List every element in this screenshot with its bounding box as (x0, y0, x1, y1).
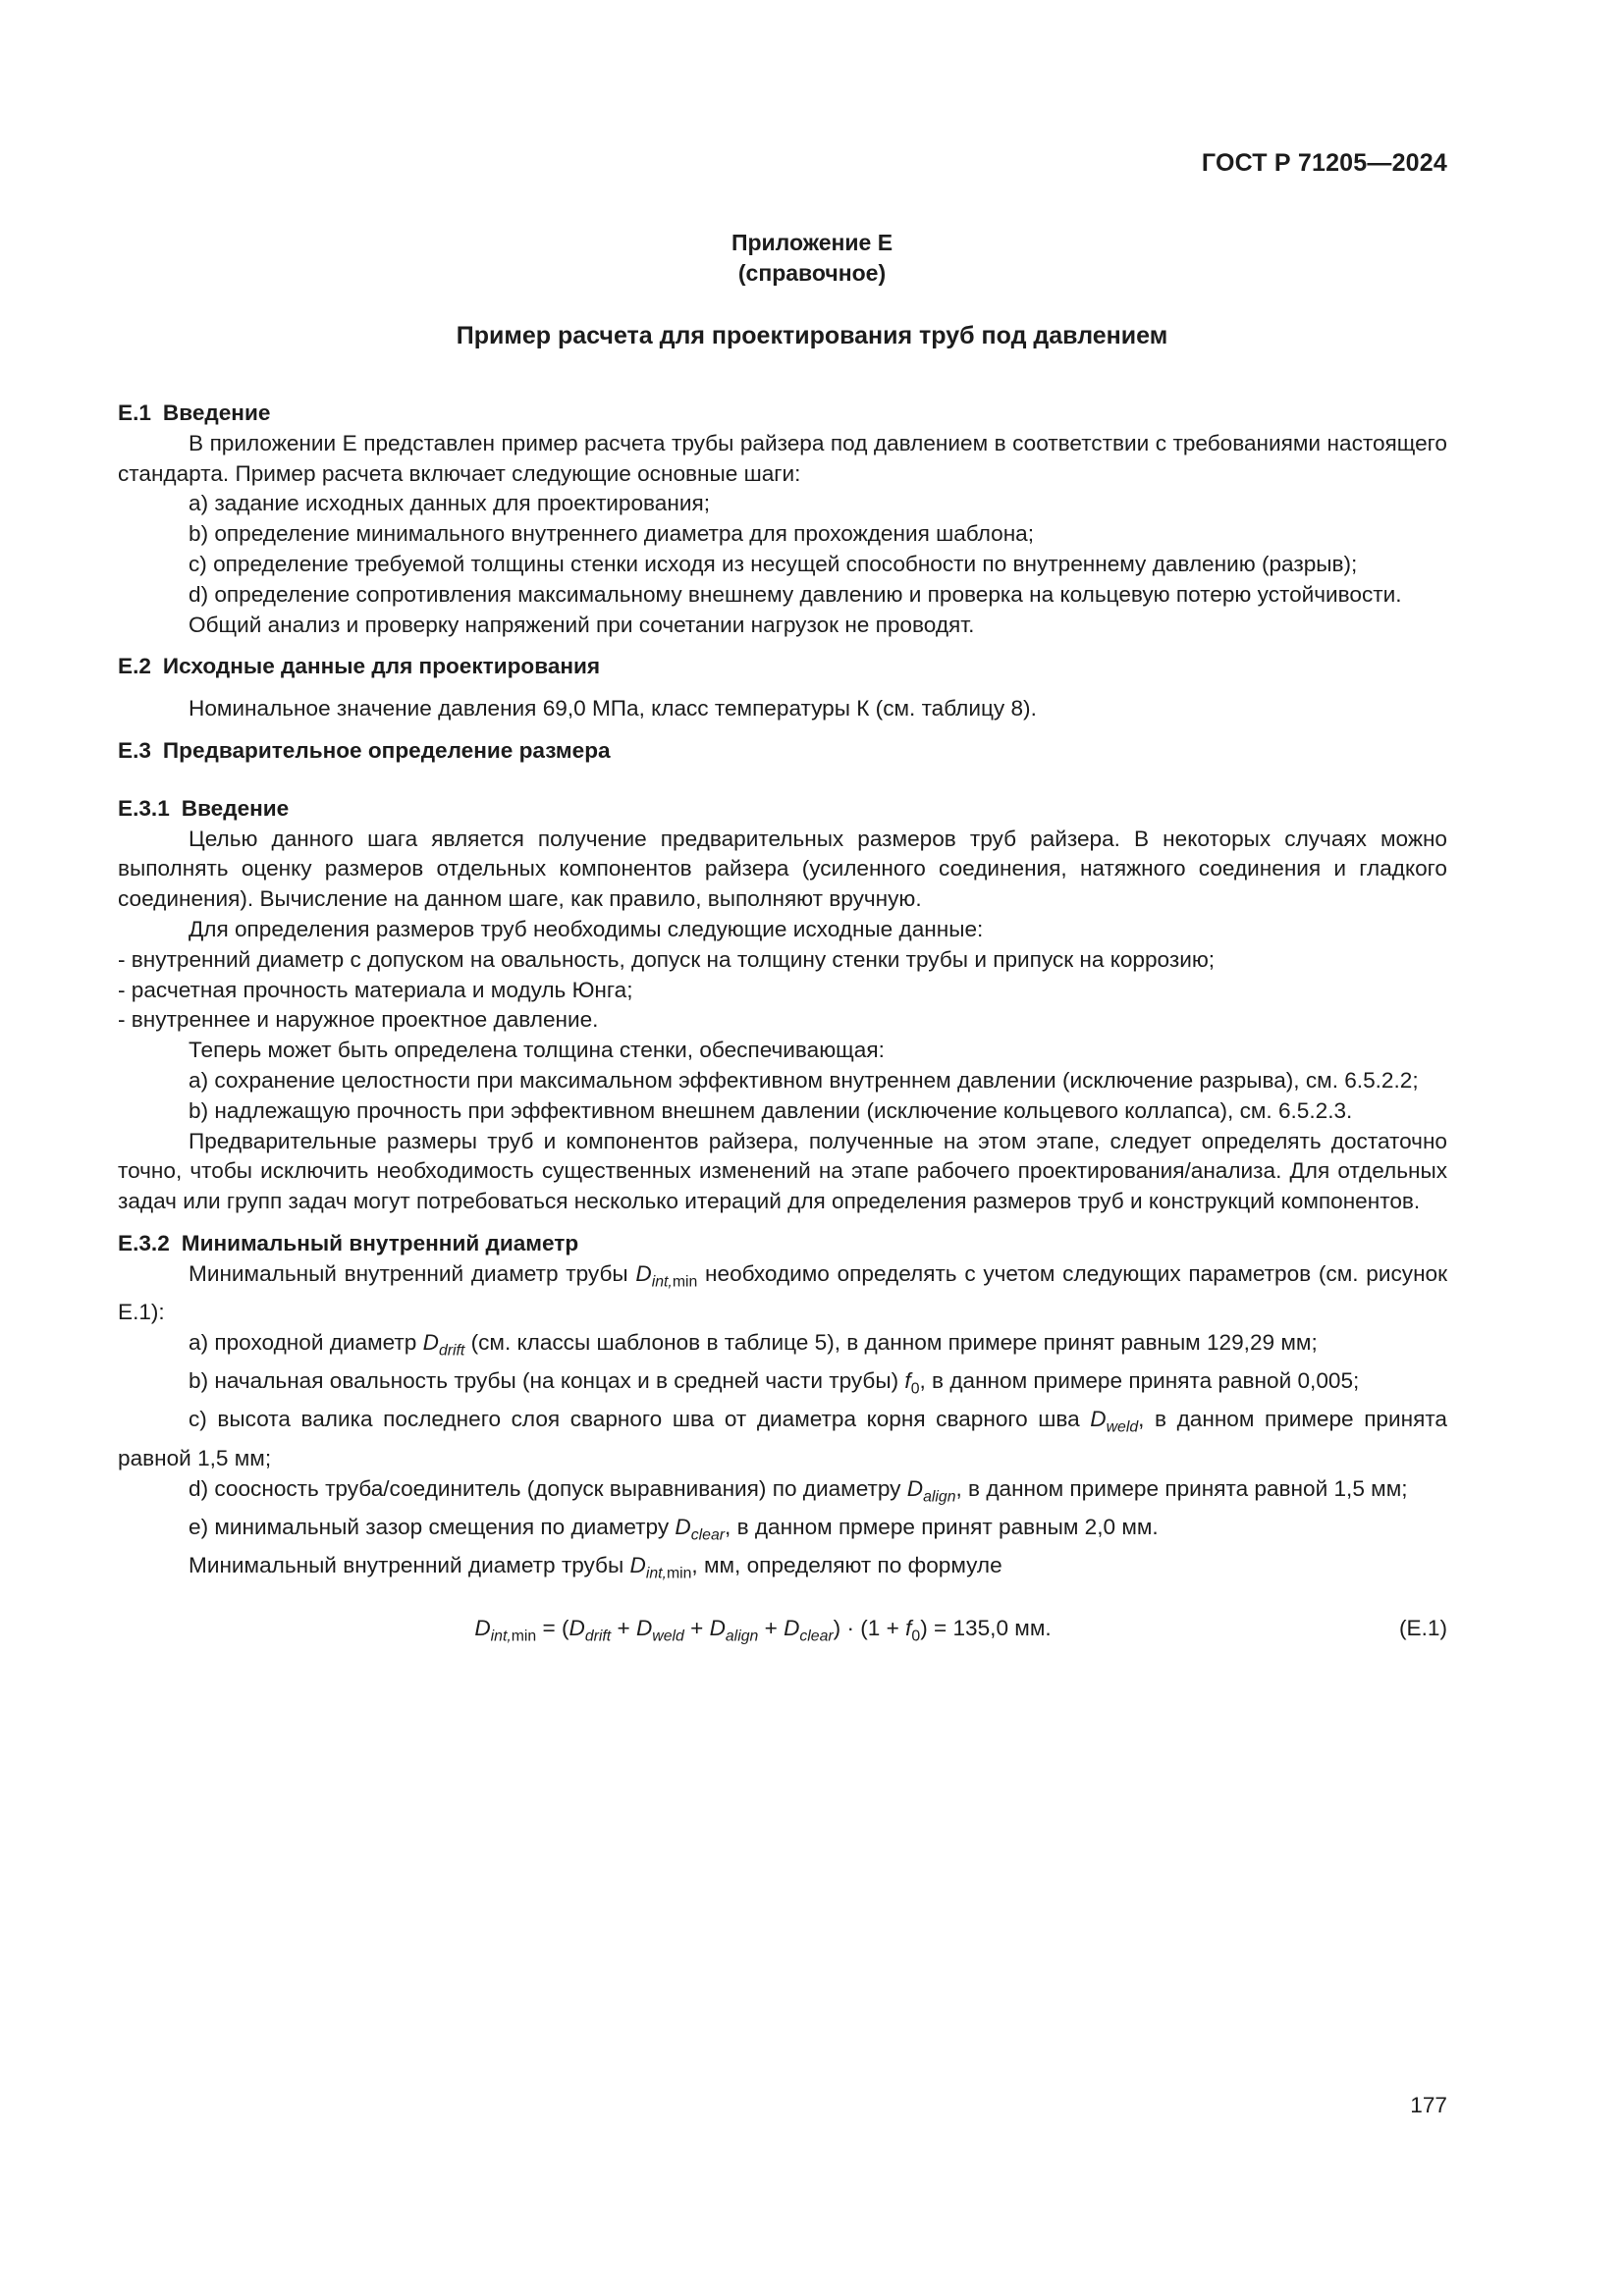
subscript (799, 1628, 833, 1644)
symbol: D (635, 1260, 652, 1286)
text: е) минимальный зазор смещения по диаметру (189, 1514, 676, 1539)
subscript: 0 (911, 1628, 921, 1645)
subscript (646, 1566, 692, 1582)
symbol: int, (645, 1565, 667, 1582)
symbol: weld (652, 1628, 684, 1645)
symbol: min (672, 1273, 698, 1291)
text: Минимальный внутренний диаметр трубы (189, 1553, 630, 1578)
paragraph: Целью данного шага является получение предварительных размеров труб райзера. В некоторых случаях можно выполнять оценку размеров отдельных компонентов райзера (усиленного соединения, натяжного соединения и гладкого соединения). Вычисление на данном шаге, как правило, выполняют вручную. (118, 826, 1447, 912)
section-heading-e1 (118, 399, 1447, 429)
page-number: 177 (1410, 2093, 1447, 2117)
subscript (652, 1273, 698, 1290)
list-item (118, 1474, 1447, 1513)
subscript (491, 1628, 537, 1644)
section-title: Введение (162, 400, 271, 425)
list-item: - расчетная прочность материала и модуль Юнга; (118, 977, 633, 1002)
section-number: Е.3.1 (118, 795, 170, 821)
paragraph (118, 1551, 1447, 1589)
symbol: align (725, 1628, 759, 1645)
section-title: Исходные данные для проектирования (162, 654, 601, 679)
list-item: b) определение минимального внутреннего диаметра для прохождения шаблона; (189, 521, 1035, 547)
subscript: 0 (910, 1380, 920, 1398)
annex-title: Приложение Е (731, 230, 893, 255)
text: Минимальный внутренний диаметр трубы (189, 1260, 636, 1286)
list-item (118, 1405, 1447, 1473)
text: , в данном примере принята равной 1,5 мм; (955, 1475, 1408, 1501)
section-number: Е.3.2 (118, 1230, 170, 1255)
section-heading-e31 (118, 794, 1447, 825)
list-item: b) надлежащую прочность при эффективном внешнем давлении (исключение кольцевого коллапса), см. 6.5.2.3. (189, 1097, 1353, 1123)
paragraph: Номинальное значение давления 69,0 МПа, класс температуры К (см. таблицу 8). (189, 696, 1037, 721)
list-item: d) определение сопротивления максимальному внешнему давлению и проверка на кольцевую потерю устойчивости. (189, 581, 1402, 607)
symbol: D (709, 1615, 726, 1640)
section-title: Минимальный внутренний диаметр (181, 1230, 579, 1255)
paragraph: Теперь может быть определена толщина стенки, обеспечивающая: (189, 1038, 885, 1063)
symbol: D (1090, 1407, 1107, 1432)
formula-expression: $D_{int,min} = (D_{drift} + D_{weld} + D_{align} + D_{clear}) \cdot (1 + f_0) = 135,0$ мм. (474, 1615, 1052, 1645)
formula-e1 (118, 1614, 1447, 1651)
symbol: drift (584, 1628, 612, 1645)
list-item (118, 1328, 1447, 1366)
symbol: align (923, 1488, 956, 1506)
subscript (726, 1628, 758, 1644)
subscript (691, 1526, 725, 1543)
symbol: D (906, 1475, 924, 1501)
formula-number: (Е.1) (1399, 1615, 1447, 1640)
section-number: Е.3 (118, 737, 151, 763)
list-item: с) определение требуемой толщины стенки исходя из несущей способности по внутреннему давлению (разрыв); (189, 551, 1358, 576)
section-heading-e32 (118, 1229, 1447, 1259)
list-item: а) сохранение целостности при максимальном эффективном внутреннем давлении (исключение разрыва), см. 6.5.2.2; (189, 1067, 1419, 1093)
symbol: min (511, 1628, 537, 1645)
symbol: clear (799, 1628, 834, 1645)
section-number: Е.2 (118, 654, 151, 679)
text: d) соосность труба/соединитель (допуск выравнивания) по диаметру (189, 1475, 907, 1501)
symbol: clear (690, 1526, 726, 1544)
formula-result: = 135,0 мм. (927, 1615, 1052, 1640)
section-heading-e3 (118, 736, 1447, 767)
text: (см. классы шаблонов в таблице 5), в данном примере принят равным 129,29 мм; (464, 1329, 1318, 1355)
paragraph (118, 1259, 1447, 1328)
text: , мм, определяют по формуле (691, 1553, 1002, 1578)
symbol: weld (1106, 1418, 1139, 1436)
symbol: D (784, 1615, 800, 1640)
symbol: D (422, 1329, 439, 1355)
symbol: int, (651, 1273, 673, 1291)
text: необходимо определять с учетом следующих параметров (см. рисунок Е.1): (118, 1260, 1447, 1325)
text: а) проходной диаметр (189, 1329, 423, 1355)
subscript (652, 1628, 684, 1644)
text: , в данном прмере принят равным 2,0 мм. (725, 1514, 1159, 1539)
standard-header: ГОСТ Р 71205—2024 (1201, 149, 1447, 177)
annex-type: (справочное) (737, 260, 887, 286)
symbol: f (905, 1615, 912, 1640)
text: , в данном примере принята равной 0,005; (919, 1368, 1360, 1394)
subscript (923, 1488, 955, 1505)
symbol: min (666, 1565, 692, 1582)
symbol: drift (438, 1342, 465, 1360)
symbol: D (474, 1615, 491, 1640)
paragraph: Общий анализ и проверку напряжений при сочетании нагрузок не проводят. (189, 612, 975, 637)
text: , в данном примере принята равной 1,5 мм; (118, 1407, 1447, 1470)
paragraph: В приложении Е представлен пример расчета трубы райзера под давлением в соответствии с требованиями настоящего стандарта. Пример расчета включает следующие основные шаги: (118, 430, 1447, 486)
symbol: D (675, 1514, 691, 1539)
paragraph: Предварительные размеры труб и компонентов райзера, полученные на этом этапе, следует определять достаточно точно, чтобы исключить необходимость существенных изменений на этапе рабочего проектирования/анализа. Для отдельных задач или групп задач могут потребоваться несколько итераций для определения размеров труб и конструкций компонентов. (118, 1128, 1447, 1214)
subscript (439, 1342, 464, 1359)
list-item (118, 1366, 1447, 1405)
paragraph: Для определения размеров труб необходимы следующие исходные данные: (189, 916, 984, 941)
list-item (118, 1513, 1447, 1551)
list-item: - внутреннее и наружное проектное давление. (118, 1007, 599, 1033)
symbol: D (568, 1615, 585, 1640)
text: с) высота валика последнего слоя сварного шва от диаметра корня сварного шва (189, 1407, 1091, 1432)
symbol: int, (490, 1628, 512, 1645)
symbol: D (629, 1553, 646, 1578)
section-title: Введение (181, 795, 290, 821)
section-title: Предварительное определение размера (162, 737, 611, 763)
list-item: а) задание исходных данных для проектирования; (189, 491, 710, 516)
section-heading-e2 (118, 652, 1447, 682)
subscript (1107, 1419, 1139, 1436)
list-item: - внутренний диаметр с допуском на овальность, допуск на толщину стенки трубы и припуск на коррозию; (118, 946, 1216, 972)
symbol: f (904, 1368, 911, 1394)
subscript (585, 1628, 611, 1644)
text: b) начальная овальность трубы (на концах и в средней части трубы) (189, 1368, 905, 1394)
symbol: D (635, 1615, 653, 1640)
page-title: Пример расчета для проектирования труб под давлением (456, 322, 1168, 349)
section-number: Е.1 (118, 400, 151, 425)
annex-heading (0, 228, 1624, 289)
document-body (118, 399, 1447, 1651)
